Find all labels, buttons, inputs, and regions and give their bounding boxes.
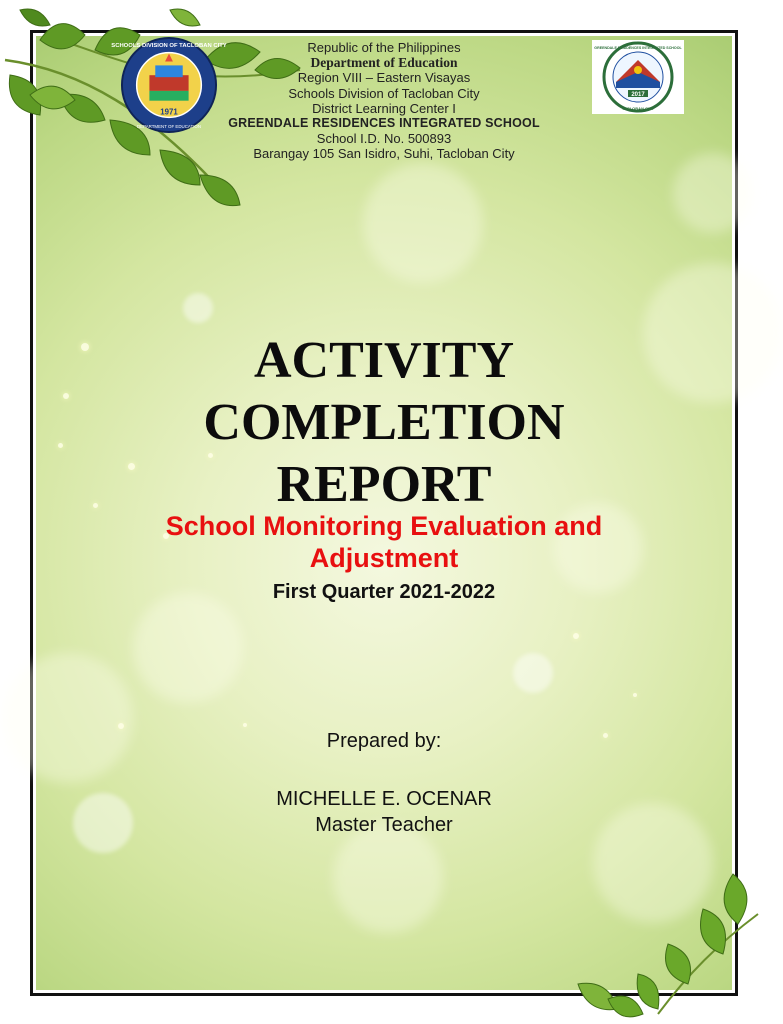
bokeh-light — [3, 653, 133, 783]
svg-text:TACLOBAN CITY: TACLOBAN CITY — [621, 106, 655, 111]
header-district: District Learning Center I — [312, 100, 456, 116]
svg-text:2017: 2017 — [631, 92, 645, 98]
preparer-name: MICHELLE E. OCENAR — [276, 788, 492, 810]
sparkle — [633, 693, 637, 697]
report-subtitle — [0, 510, 768, 574]
preparer-position: Master Teacher — [315, 814, 453, 836]
bokeh-light — [133, 593, 243, 703]
school-header — [0, 40, 768, 162]
report-quarter: First Quarter 2021-2022 — [272, 581, 496, 603]
prepared-by-label: Prepared by: — [326, 730, 442, 752]
svg-text:SCHOOLS DIVISION OF TACLOBAN C: SCHOOLS DIVISION OF TACLOBAN CITY — [111, 42, 227, 49]
svg-text:1971: 1971 — [160, 107, 178, 117]
leaves-bottom-right-decoration — [518, 854, 768, 1024]
header-address: Barangay 105 San Isidro, Suhi, Tacloban City — [253, 146, 515, 162]
header-division: Schools Division of Tacloban City — [288, 85, 480, 101]
bokeh-light — [363, 163, 483, 283]
subtitle-line-2: Adjustment — [309, 543, 459, 573]
bokeh-light — [673, 153, 753, 233]
header-region: Region VIII – Eastern Visayas — [297, 70, 471, 86]
header-department: Department of Education — [310, 55, 458, 71]
report-title — [0, 330, 768, 516]
bokeh-light — [513, 653, 553, 693]
sparkle — [573, 633, 579, 639]
bokeh-light — [183, 293, 213, 323]
bokeh-light — [333, 823, 443, 933]
header-republic: Republic of the Philippines — [307, 40, 461, 55]
svg-text:GREENDALE RESIDENCES INTEGRATE: GREENDALE RESIDENCES INTEGRATED SCHOOL — [594, 46, 682, 50]
header-school-name: GREENDALE RESIDENCES INTEGRATED SCHOOL — [228, 116, 540, 131]
preparer-block — [0, 786, 768, 838]
header-school-id: School I.D. No. 500893 — [316, 131, 452, 147]
svg-text:DEPARTMENT OF EDUCATION: DEPARTMENT OF EDUCATION — [136, 124, 202, 130]
title-line-3: REPORT — [276, 456, 492, 513]
sparkle — [118, 723, 124, 729]
title-line-2: COMPLETION — [203, 394, 565, 451]
sparkle — [243, 723, 247, 727]
subtitle-line-1: School Monitoring Evaluation and — [165, 511, 603, 541]
title-line-1: ACTIVITY — [253, 332, 515, 389]
